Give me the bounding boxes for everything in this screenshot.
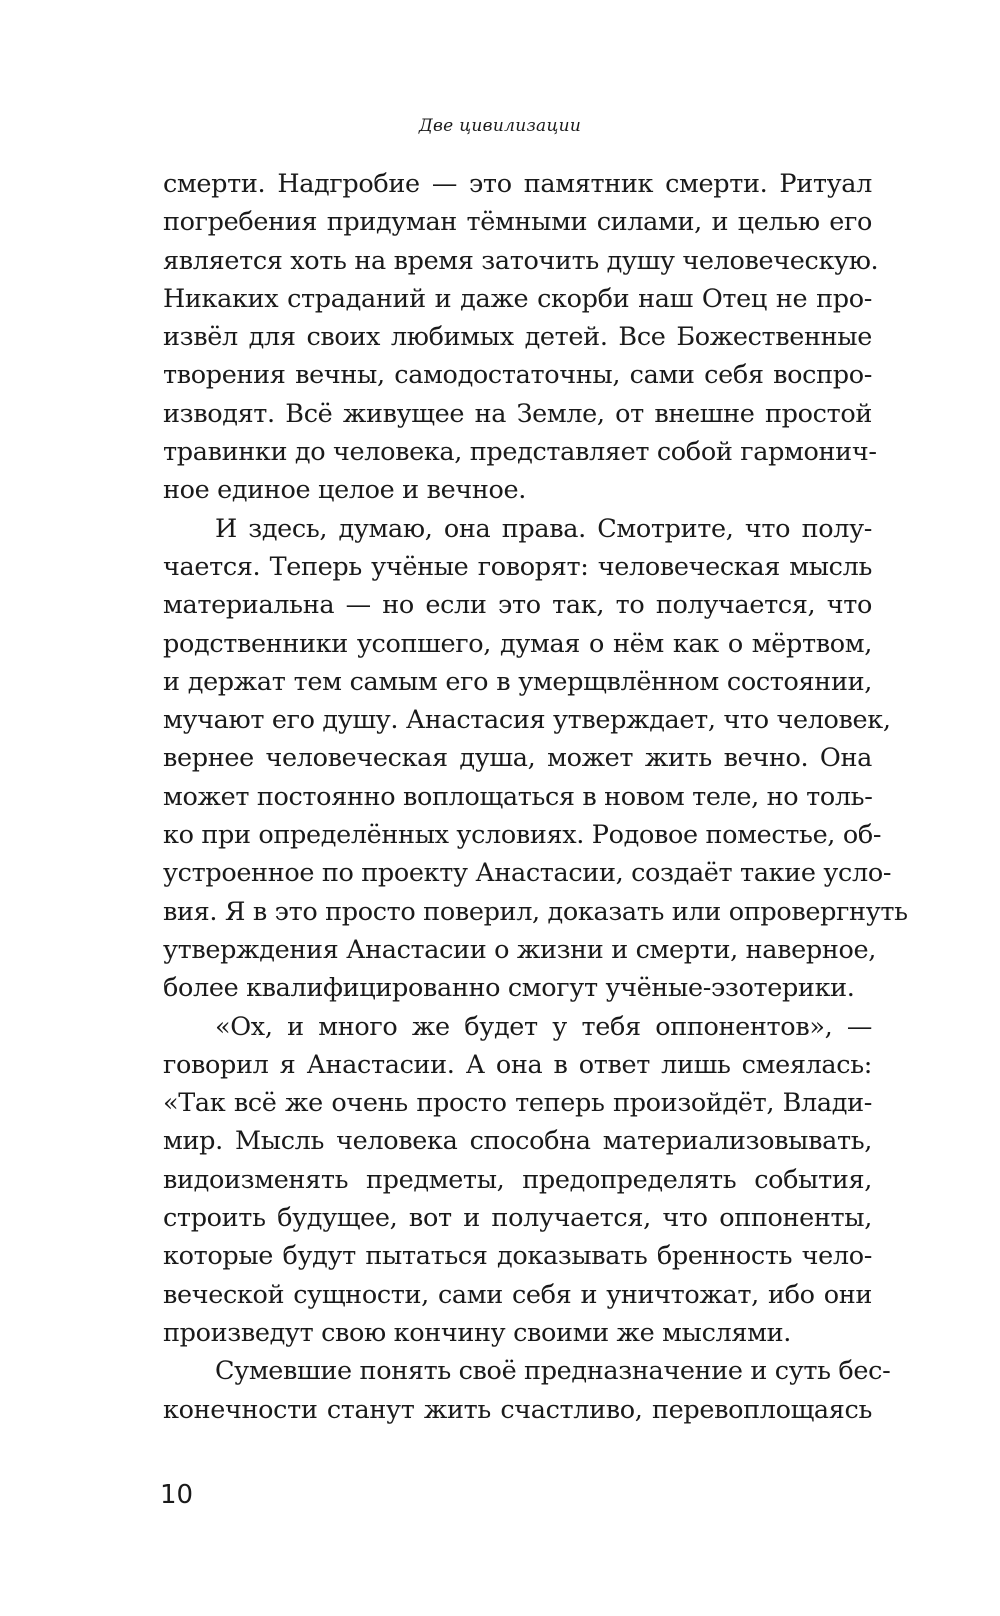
text-line: веческой сущности, сами себя и уничтожат, ибо они xyxy=(163,1279,872,1310)
text-line: говорил я Анастасии. А она в ответ лишь смеялась: xyxy=(163,1049,872,1080)
text-line: родственники усопшего, думая о нём как о мёртвом, xyxy=(163,628,872,659)
text-line: извёл для своих любимых детей. Все Божественные xyxy=(163,322,872,353)
running-head: Две цивилизации xyxy=(418,116,582,136)
text-line: мучают его душу. Анастасия утверждает, что человек, xyxy=(163,705,891,736)
text-line: смерти. Надгробие — это памятник смерти. Ритуал xyxy=(163,169,872,199)
text-line: творения вечны, самодостаточны, сами себя воспро- xyxy=(163,360,872,391)
text-line: более квалифицированно смогут учёные-эзотерики. xyxy=(163,973,855,1004)
text-line: может постоянно воплощаться в новом теле, но толь- xyxy=(163,781,873,812)
body-text xyxy=(163,165,908,1429)
text-line: конечности станут жить счастливо, перевоплощаясь xyxy=(163,1394,872,1425)
text-line: чается. Теперь учёные говорят: человеческая мысль xyxy=(163,551,872,582)
text-line: мир. Мысль человека способна материализовывать, xyxy=(163,1126,872,1157)
text-line: является хоть на время заточить душу человеческую. xyxy=(163,245,879,276)
text-line: погребения придуман тёмными силами, и целью его xyxy=(163,207,872,238)
text-line: и держат тем самым его в умерщвлённом состоянии, xyxy=(163,666,872,697)
page-number: 10 xyxy=(160,1480,194,1510)
text-line: утверждения Анастасии о жизни и смерти, наверное, xyxy=(163,934,877,965)
text-line: которые будут пытаться доказывать бренность чело- xyxy=(163,1241,872,1272)
text-line: травинки до человека, представляет собой гармонич- xyxy=(163,437,877,468)
text-line: «Так всё же очень просто теперь произойдёт, Влади- xyxy=(163,1088,872,1119)
text-line: И здесь, думаю, она права. Смотрите, что полу- xyxy=(215,513,872,544)
text-line: вернее человеческая душа, может жить вечно. Она xyxy=(163,743,872,774)
text-line: Никаких страданий и даже скорби наш Отец не про- xyxy=(163,283,872,314)
text-line: ное единое целое и вечное. xyxy=(163,475,526,506)
text-line: «Ох, и много же будет у тебя оппонентов», — xyxy=(215,1011,872,1042)
text-line: произведут свою кончину своими же мыслями. xyxy=(163,1317,791,1348)
text-line: изводят. Всё живущее на Земле, от внешне простой xyxy=(163,398,872,429)
text-line: видоизменять предметы, предопределять события, xyxy=(163,1164,872,1195)
text-line: устроенное по проекту Анастасии, создаёт такие усло- xyxy=(163,858,892,889)
text-line: материальна — но если это так, то получается, что xyxy=(163,590,872,621)
text-line: Сумевшие понять своё предназначение и суть бес- xyxy=(215,1356,891,1387)
text-line: ко при определённых условиях. Родовое поместье, об- xyxy=(163,820,882,851)
text-line: вия. Я в это просто поверил, доказать или опровергнуть xyxy=(163,896,908,927)
text-line: строить будущее, вот и получается, что оппоненты, xyxy=(163,1203,872,1234)
